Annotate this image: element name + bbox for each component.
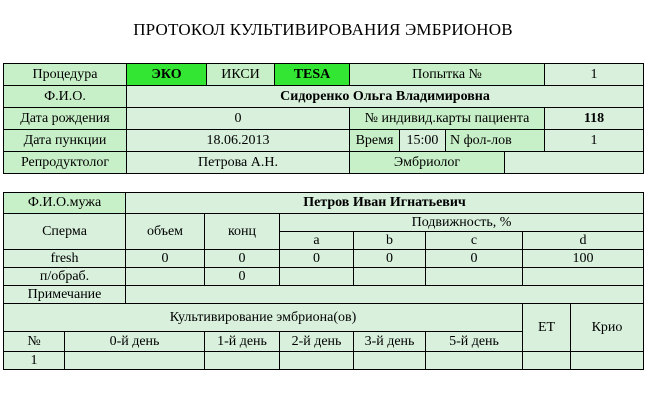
embryologist-value[interactable] — [505, 152, 644, 174]
culture-title: Культивирование эмбриона(ов) — [4, 304, 523, 332]
sperm-label: Сперма — [4, 214, 126, 250]
culture-cell-day-3[interactable] — [354, 352, 426, 370]
sperm-b[interactable]: 0 — [354, 250, 426, 268]
follicles-label: N фол-лов — [446, 130, 545, 152]
conc-label: конц — [205, 214, 280, 250]
card-value[interactable]: 118 — [545, 108, 644, 130]
sperm-d[interactable]: 100 — [523, 250, 644, 268]
birth-label: Дата рождения — [4, 108, 127, 130]
motility-label: Подвижность, % — [280, 214, 644, 232]
sperm-a[interactable]: 0 — [280, 250, 354, 268]
fio-label: Ф.И.О. — [4, 86, 127, 108]
culture-cell-day-0[interactable] — [65, 352, 205, 370]
fio-value[interactable]: Сидоренко Ольга Владимировна — [127, 86, 644, 108]
culture-day-5: 5-й день — [426, 332, 523, 352]
time-label: Время — [350, 130, 400, 152]
sperm-conc[interactable]: 0 — [205, 268, 280, 286]
husband-culture-table — [3, 192, 644, 370]
procedure-option-eko[interactable]: ЭКО — [127, 64, 207, 86]
note-label: Примечание — [4, 286, 126, 304]
husband-fio-value[interactable]: Петров Иван Игнатьевич — [126, 193, 644, 214]
attempt-label: Попытка № — [350, 64, 545, 86]
sperm-a[interactable] — [280, 268, 354, 286]
card-label: № индивид.карты пациента — [350, 108, 545, 130]
sperm-b[interactable] — [354, 268, 426, 286]
puncture-label: Дата пункции — [4, 130, 127, 152]
culture-cell-krio[interactable] — [571, 352, 644, 370]
motility-col-c: c — [426, 232, 523, 250]
husband-fio-label: Ф.И.О.мужа — [4, 193, 126, 214]
attempt-value[interactable]: 1 — [545, 64, 644, 86]
motility-col-a: a — [280, 232, 354, 250]
reproductologist-value[interactable]: Петрова А.Н. — [127, 152, 350, 174]
puncture-value[interactable]: 18.06.2013 — [127, 130, 350, 152]
follicles-value[interactable]: 1 — [545, 130, 644, 152]
birth-value[interactable]: 0 — [127, 108, 350, 130]
procedure-option-tesa[interactable]: TESA — [275, 64, 350, 86]
culture-day-2: 2-й день — [280, 332, 354, 352]
culture-cell-et[interactable] — [523, 352, 571, 370]
embryologist-label: Эмбриолог — [350, 152, 505, 174]
krio-label: Крио — [571, 304, 644, 352]
motility-col-d: d — [523, 232, 644, 250]
culture-cell-day-1[interactable] — [205, 352, 280, 370]
sperm-row-label: fresh — [4, 250, 126, 268]
sperm-c[interactable]: 0 — [426, 250, 523, 268]
culture-num-label: № — [4, 332, 65, 352]
sperm-row-label: п/обраб. — [4, 268, 126, 286]
page-title: ПРОТОКОЛ КУЛЬТИВИРОВАНИЯ ЭМБРИОНОВ — [133, 20, 513, 39]
note-value[interactable] — [126, 286, 644, 304]
et-label: ЕТ — [523, 304, 571, 352]
culture-row-num: 1 — [4, 352, 65, 370]
volume-label: объем — [126, 214, 205, 250]
motility-col-b: b — [354, 232, 426, 250]
sperm-volume[interactable]: 0 — [126, 250, 205, 268]
culture-day-0: 0-й день — [65, 332, 205, 352]
sperm-c[interactable] — [426, 268, 523, 286]
sperm-conc[interactable]: 0 — [205, 250, 280, 268]
reproductologist-label: Репродуктолог — [4, 152, 127, 174]
sperm-d[interactable] — [523, 268, 644, 286]
culture-cell-day-5[interactable] — [426, 352, 523, 370]
culture-day-3: 3-й день — [354, 332, 426, 352]
procedure-label: Процедура — [4, 64, 127, 86]
patient-table — [3, 63, 644, 174]
culture-day-1: 1-й день — [205, 332, 280, 352]
time-value[interactable]: 15:00 — [400, 130, 446, 152]
sperm-volume[interactable] — [126, 268, 205, 286]
procedure-option-iksi[interactable]: ИКСИ — [207, 64, 275, 86]
culture-cell-day-2[interactable] — [280, 352, 354, 370]
